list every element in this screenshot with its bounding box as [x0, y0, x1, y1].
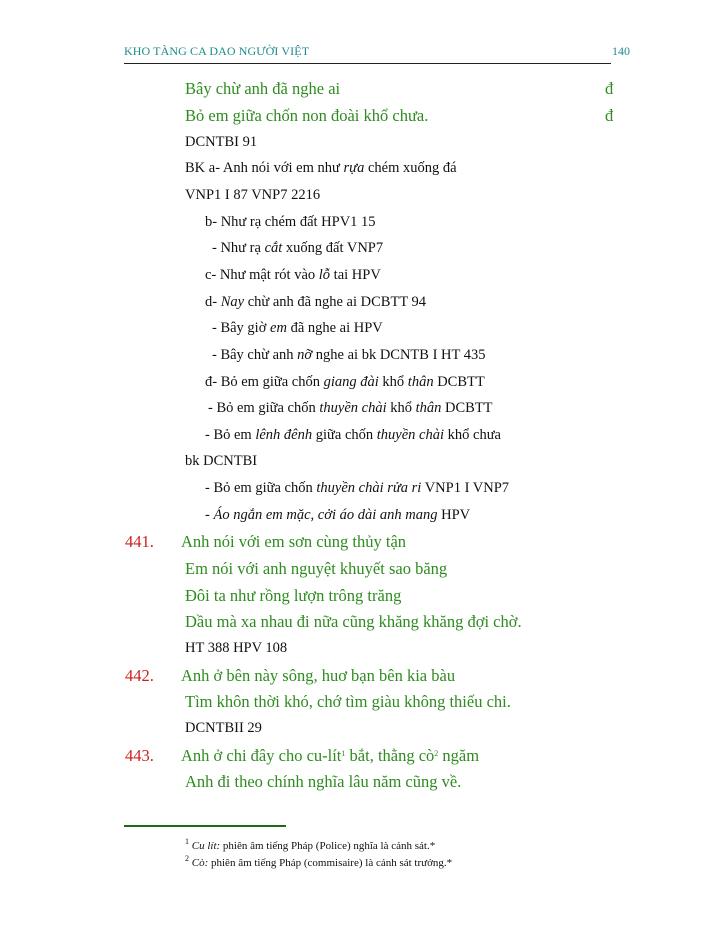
variant-note: d- Nay chừ anh đã nghe ai DCBTT 94: [205, 294, 427, 310]
variant-note: - Bây chừ anh nỡ nghe ai bk DCNTB I HT 435: [212, 347, 486, 363]
footnote-ref[interactable]: 2: [434, 749, 439, 758]
variant-note: - Như rạ cắt xuống đất VNP7: [212, 240, 384, 256]
footnote-ref[interactable]: 1: [341, 749, 346, 758]
footnote-rule: [124, 825, 286, 827]
variant-note: - Bỏ em lênh đênh giữa chốn thuyền chài khổ chưa: [205, 427, 501, 443]
source-note: bk DCNTBI: [185, 453, 258, 469]
variant-note: - Bỏ em giữa chốn thuyền chài rửa ri VNP1 I VNP7: [205, 480, 510, 496]
verse-line: Anh đi theo chính nghĩa lâu năm cũng về.: [185, 772, 462, 791]
variant-note: đ- Bỏ em giữa chốn giang đài khổ thân DCBTT: [205, 374, 485, 390]
variant-note: c- Như mật rót vào lỗ tai HPV: [205, 267, 381, 283]
poem-number: 442.: [125, 666, 154, 685]
variant-note: - Áo ngắn em mặc, cởi áo dài anh mang HPV: [205, 507, 471, 523]
page-number: 140: [612, 44, 630, 58]
verse-line: Bây chừ anh đã nghe ai: [185, 79, 341, 98]
verse-line: Anh ở chi đây cho cu-lít$^1$ bắt, thằng $cò^2$ ngăm: [181, 746, 480, 765]
variant-note: - Bây giờ em đã nghe ai HPV: [212, 320, 383, 336]
verse-line: Tìm khôn thời khó, chớ tìm giàu không thiếu chi.: [185, 692, 511, 711]
footnote: $^2$ Cò: phiên âm tiếng Pháp (commisaire) là cảnh sát trưởng.*: [185, 854, 453, 869]
verse-line: Em nói với anh nguyệt khuyết sao băng: [185, 559, 448, 578]
verse-line: Anh nói với em sơn cùng thủy tận: [181, 532, 407, 551]
poem-number: 443.: [125, 746, 154, 765]
source-note: VNP1 I 87 VNP7 2216: [185, 187, 321, 203]
verse-line: Đôi ta như rồng lượn trông trăng: [185, 586, 402, 605]
variant-note: b- Như rạ chém đất HPV1 15: [205, 214, 376, 230]
variant-note: - Bỏ em giữa chốn thuyền chài khổ thân DCBTT: [208, 400, 493, 416]
margin-mark: đ: [605, 79, 614, 98]
book-title: KHO TÀNG CA DAO NGƯỜI VIỆT: [124, 44, 310, 58]
poem-number: 441.: [125, 532, 154, 551]
verse-line: Dầu mà xa nhau đi nữa cũng khăng khăng đợi chờ.: [185, 612, 522, 631]
verse-line: Bỏ em giữa chốn non đoài khổ chưa.: [185, 106, 429, 125]
header-rule: [124, 63, 611, 64]
margin-mark: đ: [605, 106, 614, 125]
variant-note: BK a- Anh nói với em như rựa chém xuống đá: [185, 160, 457, 176]
source-note: HT 388 HPV 108: [185, 640, 288, 656]
source-note: DCNTBI 91: [185, 134, 258, 150]
verse-line: Anh ở bên này sông, huơ bạn bên kia bàu: [181, 666, 456, 685]
source-note: DCNTBII 29: [185, 720, 262, 736]
footnote: $^1$ Cu lít: phiên âm tiếng Pháp (Police) nghĩa là cảnh sát.*: [185, 837, 436, 852]
